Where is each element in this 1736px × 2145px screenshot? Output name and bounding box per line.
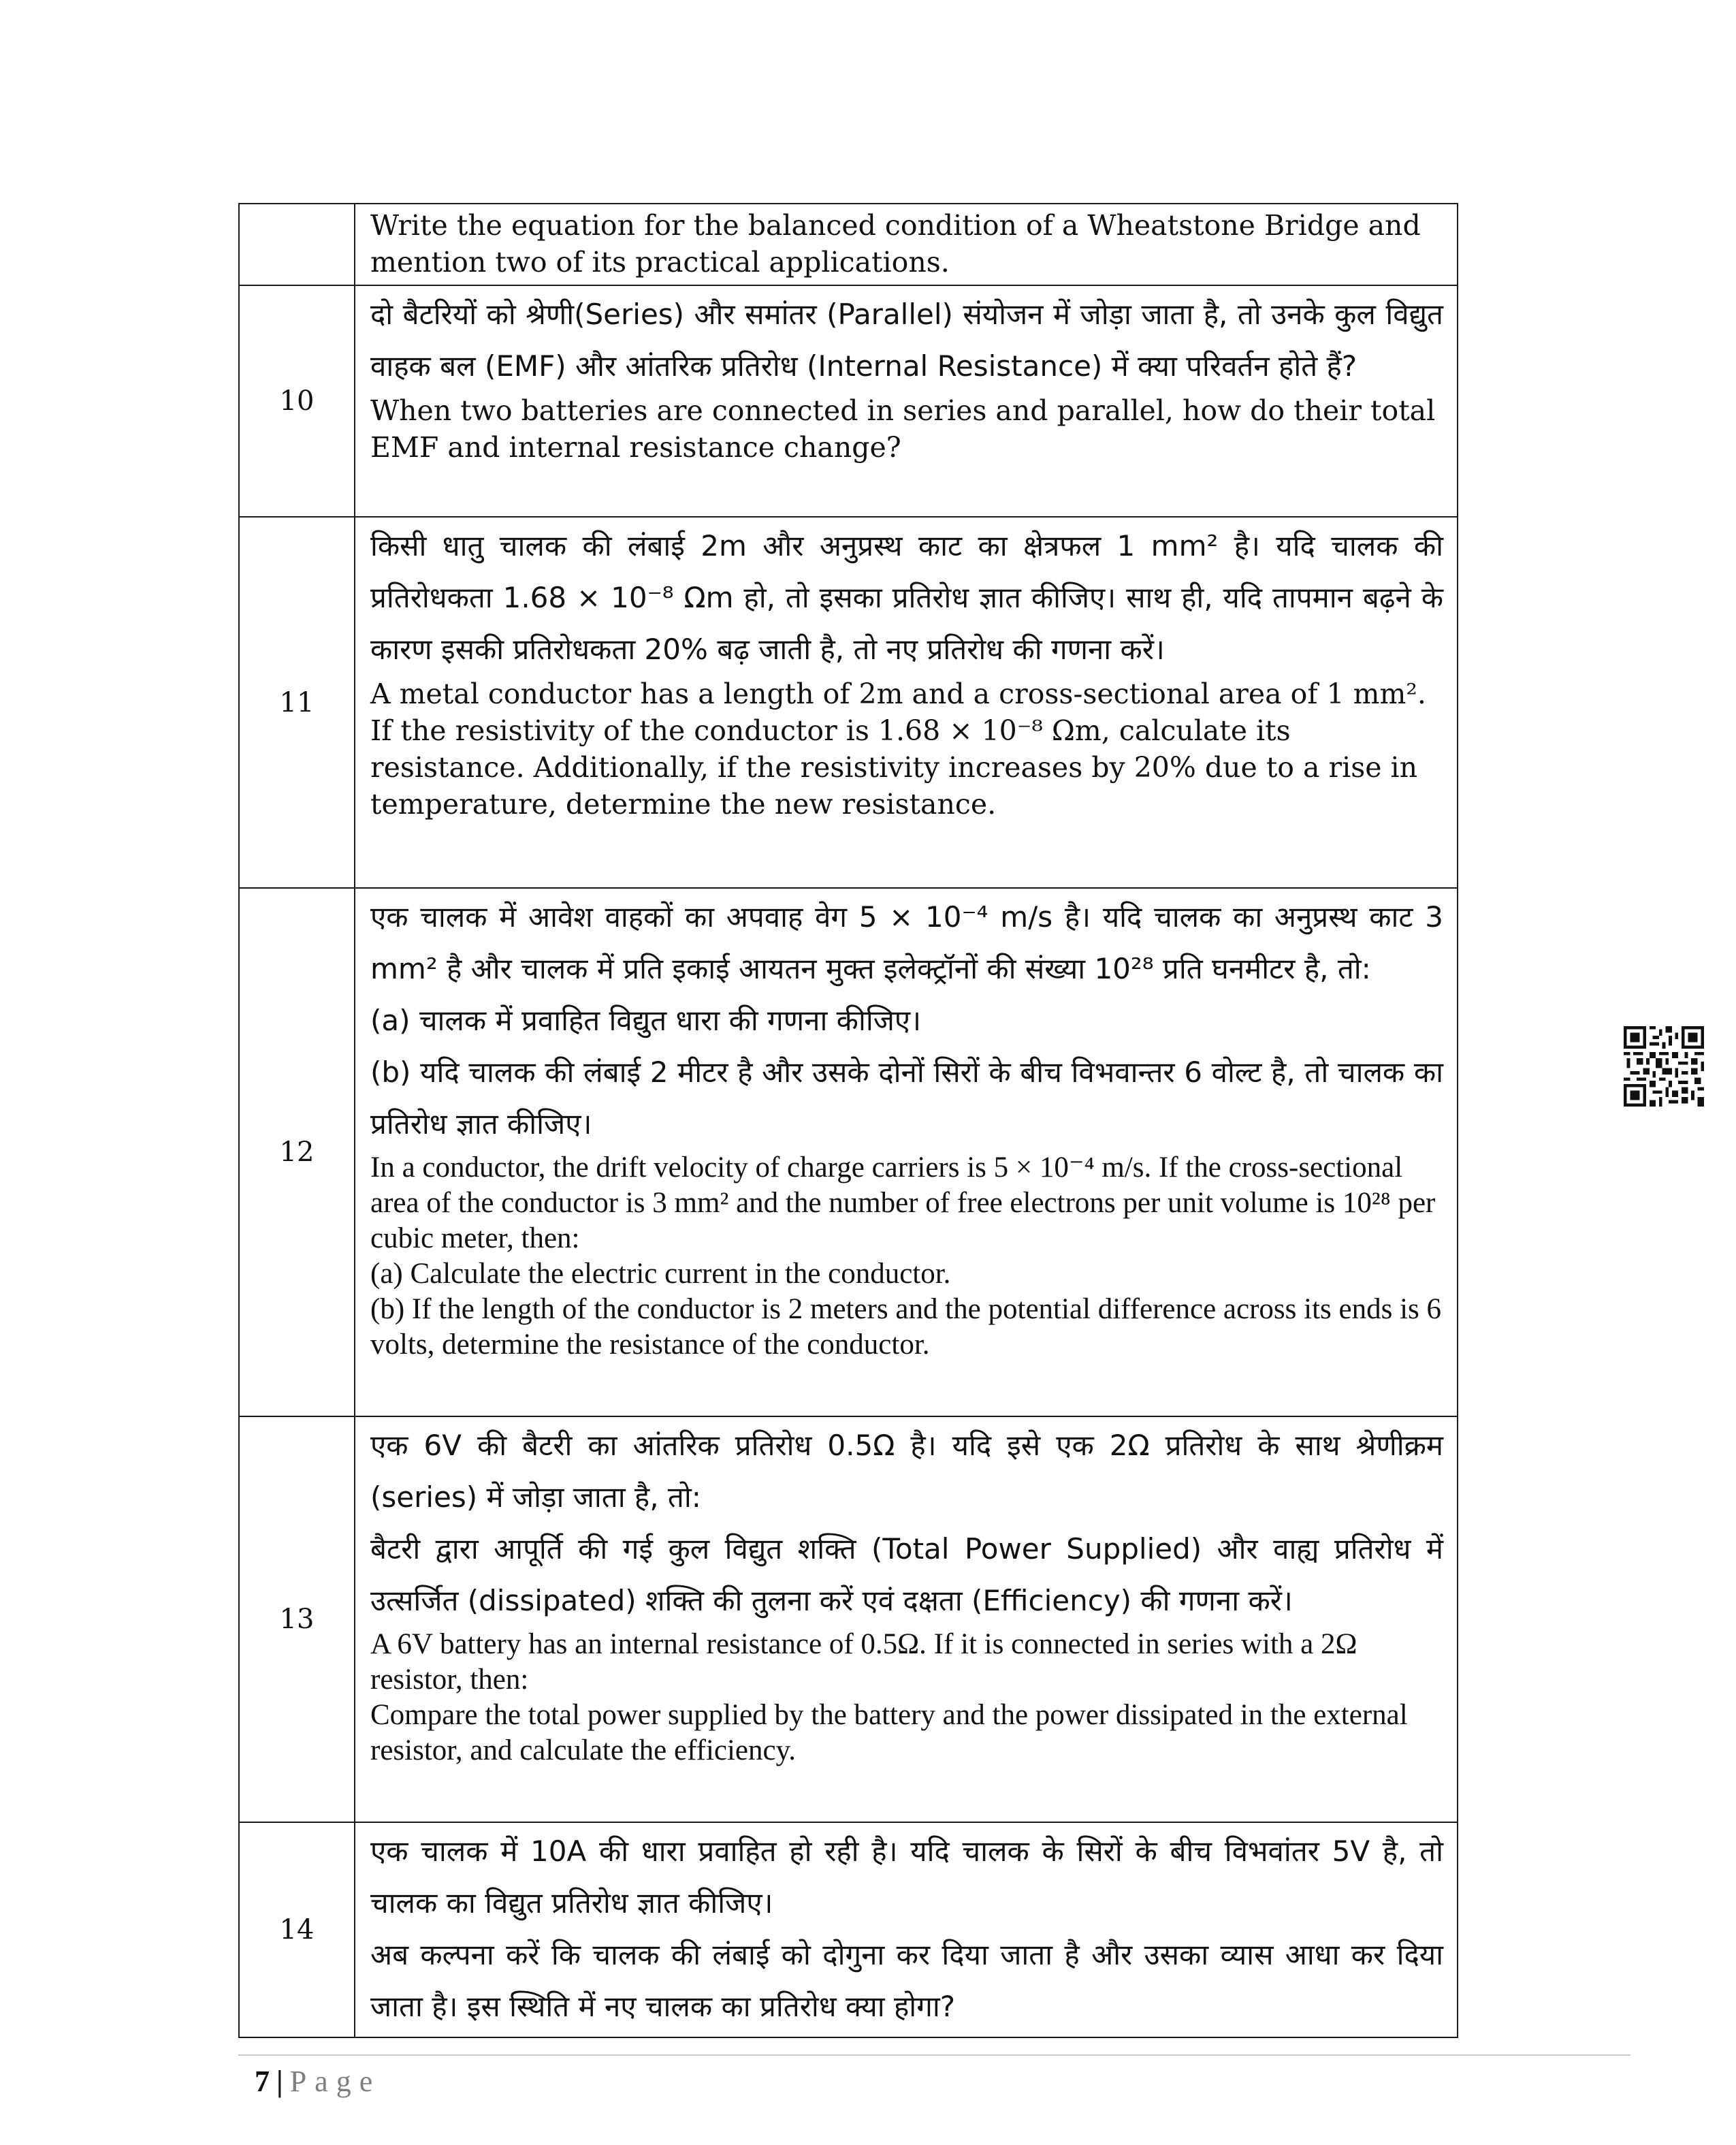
english-text-2: Compare the total power supplied by the battery and the power dissipated in the external resistor, and calculate the efficiency. <box>370 1699 1408 1766</box>
question-text <box>355 1822 1458 2037</box>
english-part-b: (b) If the length of the conductor is 2 meters and the potential difference across its ends is 6 volts, determine the resistance of the conductor. <box>370 1293 1442 1361</box>
question-number: 13 <box>239 1416 355 1822</box>
english-part-a: (a) Calculate the electric current in the conductor. <box>370 1258 951 1290</box>
question-text <box>355 1416 1458 1822</box>
english-text: In a conductor, the drift velocity of charge carriers is 5 × 10⁻⁴ m/s. If the cross-sectional area of the conductor is 3 mm² and the number of free electrons per unit volume is 10²⁸ per cubic meter, then: <box>370 1151 1436 1254</box>
question-text <box>355 204 1458 285</box>
hindi-part-b: (b) यदि चालक की लंबाई 2 मीटर है और उसके दोनों सिरों के बीच विभवान्तर 6 वोल्ट है, तो चालक का प्रतिरोध ज्ञात कीजिए। <box>370 1055 1443 1141</box>
hindi-text-2: बैटरी द्वारा आपूर्ति की गई कुल विद्युत शक्ति (Total Power Supplied) और वाह्य प्रतिरोध में उत्सर्जित (dissipated) शक्ति की तुलना करें एवं दक्षता (Efficiency) की गणना करें। <box>370 1532 1443 1617</box>
english-text: A metal conductor has a length of 2m and a cross-sectional area of 1 mm². If the resistivity of the conductor is 1.68 × 10⁻⁸ Ωm, calculate its resistance. Additionally, if the resistivity increases by 20% due to a rise in temperature, determine the new resistance. <box>370 678 1426 821</box>
question-number: 10 <box>239 285 355 517</box>
page-footer <box>255 2062 381 2101</box>
table-row <box>239 1822 1458 2037</box>
question-text <box>355 517 1458 888</box>
hindi-text-2: अब कल्पना करें कि चालक की लंबाई को दोगुना कर दिया जाता है और उसका व्यास आधा कर दिया जाता है। इस स्थिति में नए चालक का प्रतिरोध क्या होगा? <box>370 1938 1443 2023</box>
question-number <box>239 204 355 285</box>
hindi-text: किसी धातु चालक की लंबाई 2m और अनुप्रस्थ काट का क्षेत्रफल 1 mm² है। यदि चालक की प्रतिरोधकता 1.68 × 10⁻⁸ Ωm हो, तो इसका प्रतिरोध ज्ञात कीजिए। साथ ही, यदि तापमान बढ़ने के कारण इसकी प्रतिरोधकता 20% बढ़ जाती है, तो नए प्रतिरोध की गणना करें। <box>370 529 1443 666</box>
footer-separator: | <box>276 2065 283 2098</box>
footer-divider <box>238 2054 1630 2056</box>
english-text: A 6V battery has an internal resistance of 0.5Ω. If it is connected in series with a 2Ω resistor, then: <box>370 1628 1357 1696</box>
hindi-text: दो बैटरियों को श्रेणी(Series) और समांतर (Parallel) संयोजन में जोड़ा जाता है, तो उनके कुल विद्युत वाहक बल (EMF) और आंतरिक प्रतिरोध (Internal Resistance) में क्या परिवर्तन होते हैं? <box>370 298 1443 383</box>
question-text <box>355 285 1458 517</box>
questions-table <box>238 203 1458 2038</box>
table-row <box>239 888 1458 1416</box>
table-row <box>239 517 1458 888</box>
question-number: 11 <box>239 517 355 888</box>
hindi-text: एक चालक में 10A की धारा प्रवाहित हो रही है। यदि चालक के सिरों के बीच विभवांतर 5V है, तो चालक का विद्युत प्रतिरोध ज्ञात कीजिए। <box>370 1834 1443 1920</box>
page-label: Page <box>289 2065 381 2098</box>
hindi-part-a: (a) चालक में प्रवाहित विद्युत धारा की गणना कीजिए। <box>370 1004 922 1037</box>
table-row <box>239 1416 1458 1822</box>
question-number: 14 <box>239 1822 355 2037</box>
table-row <box>239 285 1458 517</box>
table-row <box>239 204 1458 285</box>
hindi-text: एक चालक में आवेश वाहकों का अपवाह वेग 5 × 10⁻⁴ m/s है। यदि चालक का अनुप्रस्थ काट 3 mm² है और चालक में प्रति इकाई आयतन मुक्त इलेक्ट्रॉनों की संख्या 10²⁸ प्रति घनमीटर है, तो: <box>370 900 1443 985</box>
english-text: Write the equation for the balanced condition of a Wheatstone Bridge and mention two of its practical applications. <box>370 209 1421 279</box>
question-text <box>355 888 1458 1416</box>
hindi-text: एक 6V की बैटरी का आंतरिक प्रतिरोध 0.5Ω है। यदि इसे एक 2Ω प्रतिरोध के साथ श्रेणीक्रम (series) में जोड़ा जाता है, तो: <box>370 1429 1443 1514</box>
question-number: 12 <box>239 888 355 1416</box>
qr-code-icon <box>1624 1026 1704 1107</box>
page-number: 7 <box>255 2065 270 2098</box>
english-text: When two batteries are connected in series and parallel, how do their total EMF and internal resistance change? <box>370 394 1436 464</box>
